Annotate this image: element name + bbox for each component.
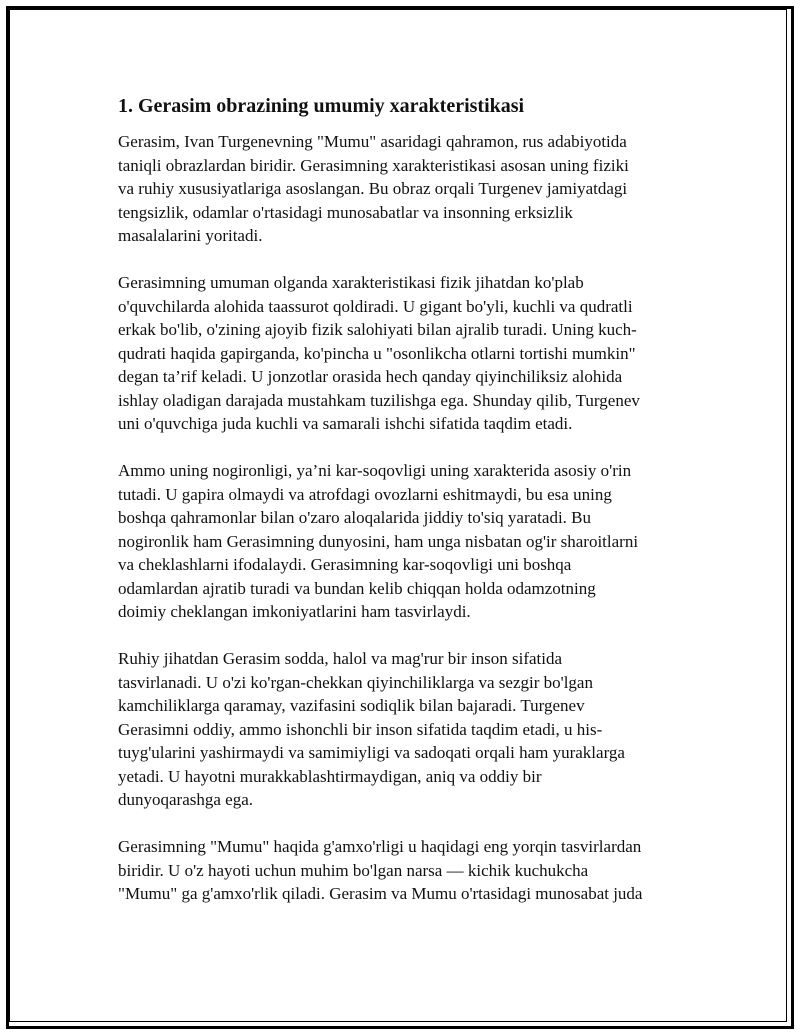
text-line: va ruhiy xususiyatlariga asoslangan. Bu obraz orqali Turgenev jamiyatdagi	[118, 179, 628, 198]
text-line: tuyg'ularini yashirmaydi va samimiyligi va sadoqati orqali ham yuraklarga	[118, 743, 625, 762]
paragraph-3	[118, 459, 690, 624]
document-body	[118, 92, 690, 929]
text-line: doimiy cheklangan imkoniyatlarini ham tasvirlaydi.	[118, 602, 471, 621]
text-line: odamlardan ajratib turadi va bundan kelib chiqqan holda odamzotning	[118, 578, 596, 598]
text-line: degan ta’rif keladi. U jonzotlar orasida hech qanday qiyinchiliksiz alohida	[118, 367, 623, 386]
text-line: kamchiliklarga qaramay, vazifasini sodiqlik bilan bajaradi. Turgenev	[118, 696, 585, 715]
text-line: Ruhiy jihatdan Gerasim sodda, halol va mag'rur bir inson sifatida	[118, 649, 563, 668]
text-line: biridir. U o'z hayoti uchun muhim bo'lgan narsa — kichik kuchukcha	[118, 860, 589, 880]
section-heading: 1. Gerasim obrazining umumiy xarakteristikasi	[118, 95, 525, 117]
text-line: tasvirlanadi. U o'zi ko'rgan-chekkan qiyinchiliklarga va sezgir bo'lgan	[118, 672, 593, 692]
text-line: erkak bo'lib, o'zining ajoyib fizik salohiyati bilan ajralib turadi. Uning kuch-	[118, 320, 637, 339]
paragraph-5	[118, 835, 690, 906]
text-line: nogironlik ham Gerasimning dunyosini, ham unga nisbatan og'ir sharoitlarni	[118, 531, 639, 551]
paragraph-1	[118, 130, 690, 248]
text-line: yetadi. U hayotni murakkablashtirmaydigan, aniq va oddiy bir	[118, 766, 542, 786]
text-line: "Mumu" ga g'amxo'rlik qiladi. Gerasim va Mumu o'rtasidagi munosabat juda	[118, 884, 643, 903]
text-line: dunyoqarashga ega.	[118, 790, 254, 809]
text-line: qudrati haqida gapirganda, ko'pincha u "osonlikcha otlarni tortishi mumkin"	[118, 343, 636, 363]
text-line: va cheklashlarni ifodalaydi. Gerasimning kar-soqovligi uni boshqa	[118, 555, 572, 574]
text-line: ishlay oladigan darajada mustahkam tuzilishga ega. Shunday qilib, Turgenev	[118, 390, 640, 410]
text-line: tengsizlik, odamlar o'rtasidagi munosabatlar va insonning erksizlik	[118, 202, 573, 222]
paragraph-4	[118, 647, 690, 812]
text-line: Ammo uning nogironligi, ya’ni kar-soqovligi uning xarakterida asosiy o'rin	[118, 461, 632, 480]
text-line: Gerasim, Ivan Turgenevning "Mumu" asaridagi qahramon, rus adabiyotida	[118, 132, 627, 151]
text-line: Gerasimni oddiy, ammo ishonchli bir inson sifatida taqdim etadi, u his-	[118, 719, 603, 739]
paragraph-2	[118, 271, 690, 436]
text-line: Gerasimning umuman olganda xarakteristikasi fizik jihatdan ko'plab	[118, 273, 584, 292]
text-line: masalalarini yoritadi.	[118, 226, 263, 245]
text-line: taniqli obrazlardan biridir. Gerasimning xarakteristikasi asosan uning fiziki	[118, 155, 629, 175]
text-line: tutadi. U gapira olmaydi va atrofdagi ovozlarni eshitmaydi, bu esa uning	[118, 484, 612, 504]
text-line: boshqa qahramonlar bilan o'zaro aloqalarida jiddiy to'siq yaratadi. Bu	[118, 508, 592, 527]
text-line: o'quvchilarda alohida taassurot qoldiradi. U gigant bo'yli, kuchli va qudratli	[118, 296, 633, 316]
text-line: uni o'quvchiga juda kuchli va samarali ishchi sifatida taqdim etadi.	[118, 414, 573, 433]
text-line: Gerasimning "Mumu" haqida g'amxo'rligi u haqidagi eng yorqin tasvirlardan	[118, 837, 642, 856]
